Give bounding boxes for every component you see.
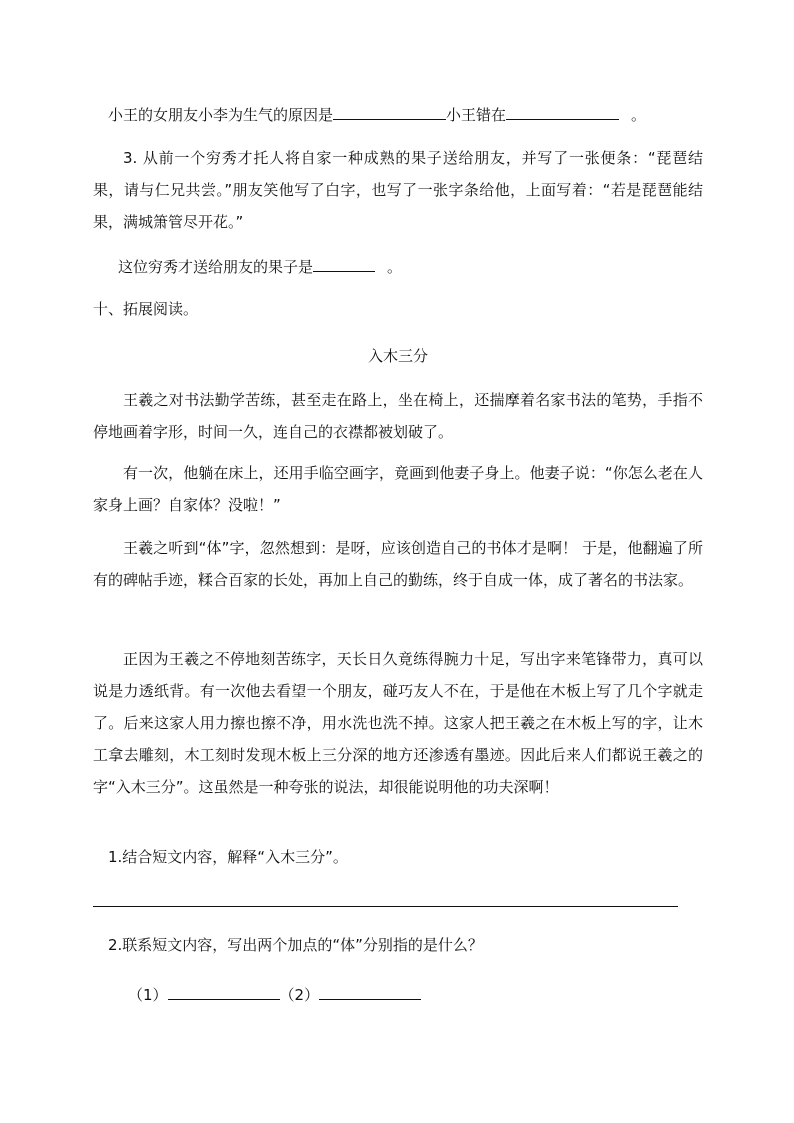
wrong-reason-blank[interactable] <box>506 102 619 120</box>
question-2-answer-row <box>128 982 738 1006</box>
question-3-answer-line <box>118 254 728 278</box>
question-3-paragraph: 3. 从前一个穷秀才托人将自家一种成熟的果子送给朋友，并写了一张便条：“琵琶结果，请与仁兄共尝。”朋友笑他写了白字，也写了一张字条给他，上面写着：“若是琵琶能结果，满城箫管尽开花。” <box>93 149 703 231</box>
reading-paragraph-4: 正因为王羲之不停地刻苦练字，天长日久竟练得腕力十足，写出字来笔锋带力，真可以说是力透纸背。有一次他去看望一个朋友，碰巧友人不在，于是他在木板上写了几个字就走了。后来这家人用力擦也擦不净，用水洗也洗不掉。这家人把王羲之在木板上写的字，让木工拿去雕刻，木工刻时发现木板上三分深的地方还渗透有墨迹。因此后来人们都说王羲之的字“入木三分”。这虽然是一种夸张的说法，却很能说明他的功夫深啊！ <box>93 650 703 796</box>
section-10-heading: 十、拓展阅读。 <box>93 300 199 318</box>
wrong-question-text: 小王错在 <box>446 106 507 124</box>
reading-paragraph-3: 王羲之听到“体”字，忽然想到：是呀，应该创造自己的书体才是啊！ 于是，他翻遍了所有的碑帖手迹，糅合百家的长处，再加上自己的勤练，终于自成一体，成了著名的书法家。 <box>93 539 703 589</box>
question-1-answer-line[interactable] <box>93 906 678 907</box>
girlfriend-reason-blank[interactable] <box>333 102 446 120</box>
answer-blank-2[interactable] <box>319 982 421 1000</box>
answer-blank-1[interactable] <box>168 982 280 1000</box>
question-3-answer-end: 。 <box>387 258 403 276</box>
answer-label-2: （2） <box>279 986 320 1004</box>
comprehension-question-1: 1.结合短文内容，解释“入木三分”。 <box>108 848 348 866</box>
question-3-answer-prefix: 这位穷秀才送给朋友的果子是 <box>118 258 314 276</box>
reading-paragraph-2: 有一次，他躺在床上，还用手临空画字，竟画到他妻子身上。他妻子说：“你怎么老在人家身上画？自家体？没啦！” <box>93 464 703 514</box>
girlfriend-question-text: 小王的女朋友小李为生气的原因是 <box>108 106 334 124</box>
line-end-punctuation: 。 <box>631 106 647 124</box>
reading-title: 入木三分 <box>367 347 428 365</box>
girlfriend-question-line <box>108 102 718 126</box>
answer-label-1: （1） <box>128 986 168 1004</box>
comprehension-question-2: 2.联系短文内容，写出两个加点的“体”分别指的是什么？ <box>108 936 483 954</box>
reading-paragraph-1: 王羲之对书法勤学苦练，甚至走在路上，坐在椅上，还揣摩着名家书法的笔势，手指不停地画着字形，时间一久，连自己的衣襟都被划破了。 <box>93 391 703 441</box>
fruit-answer-blank[interactable] <box>313 254 375 272</box>
